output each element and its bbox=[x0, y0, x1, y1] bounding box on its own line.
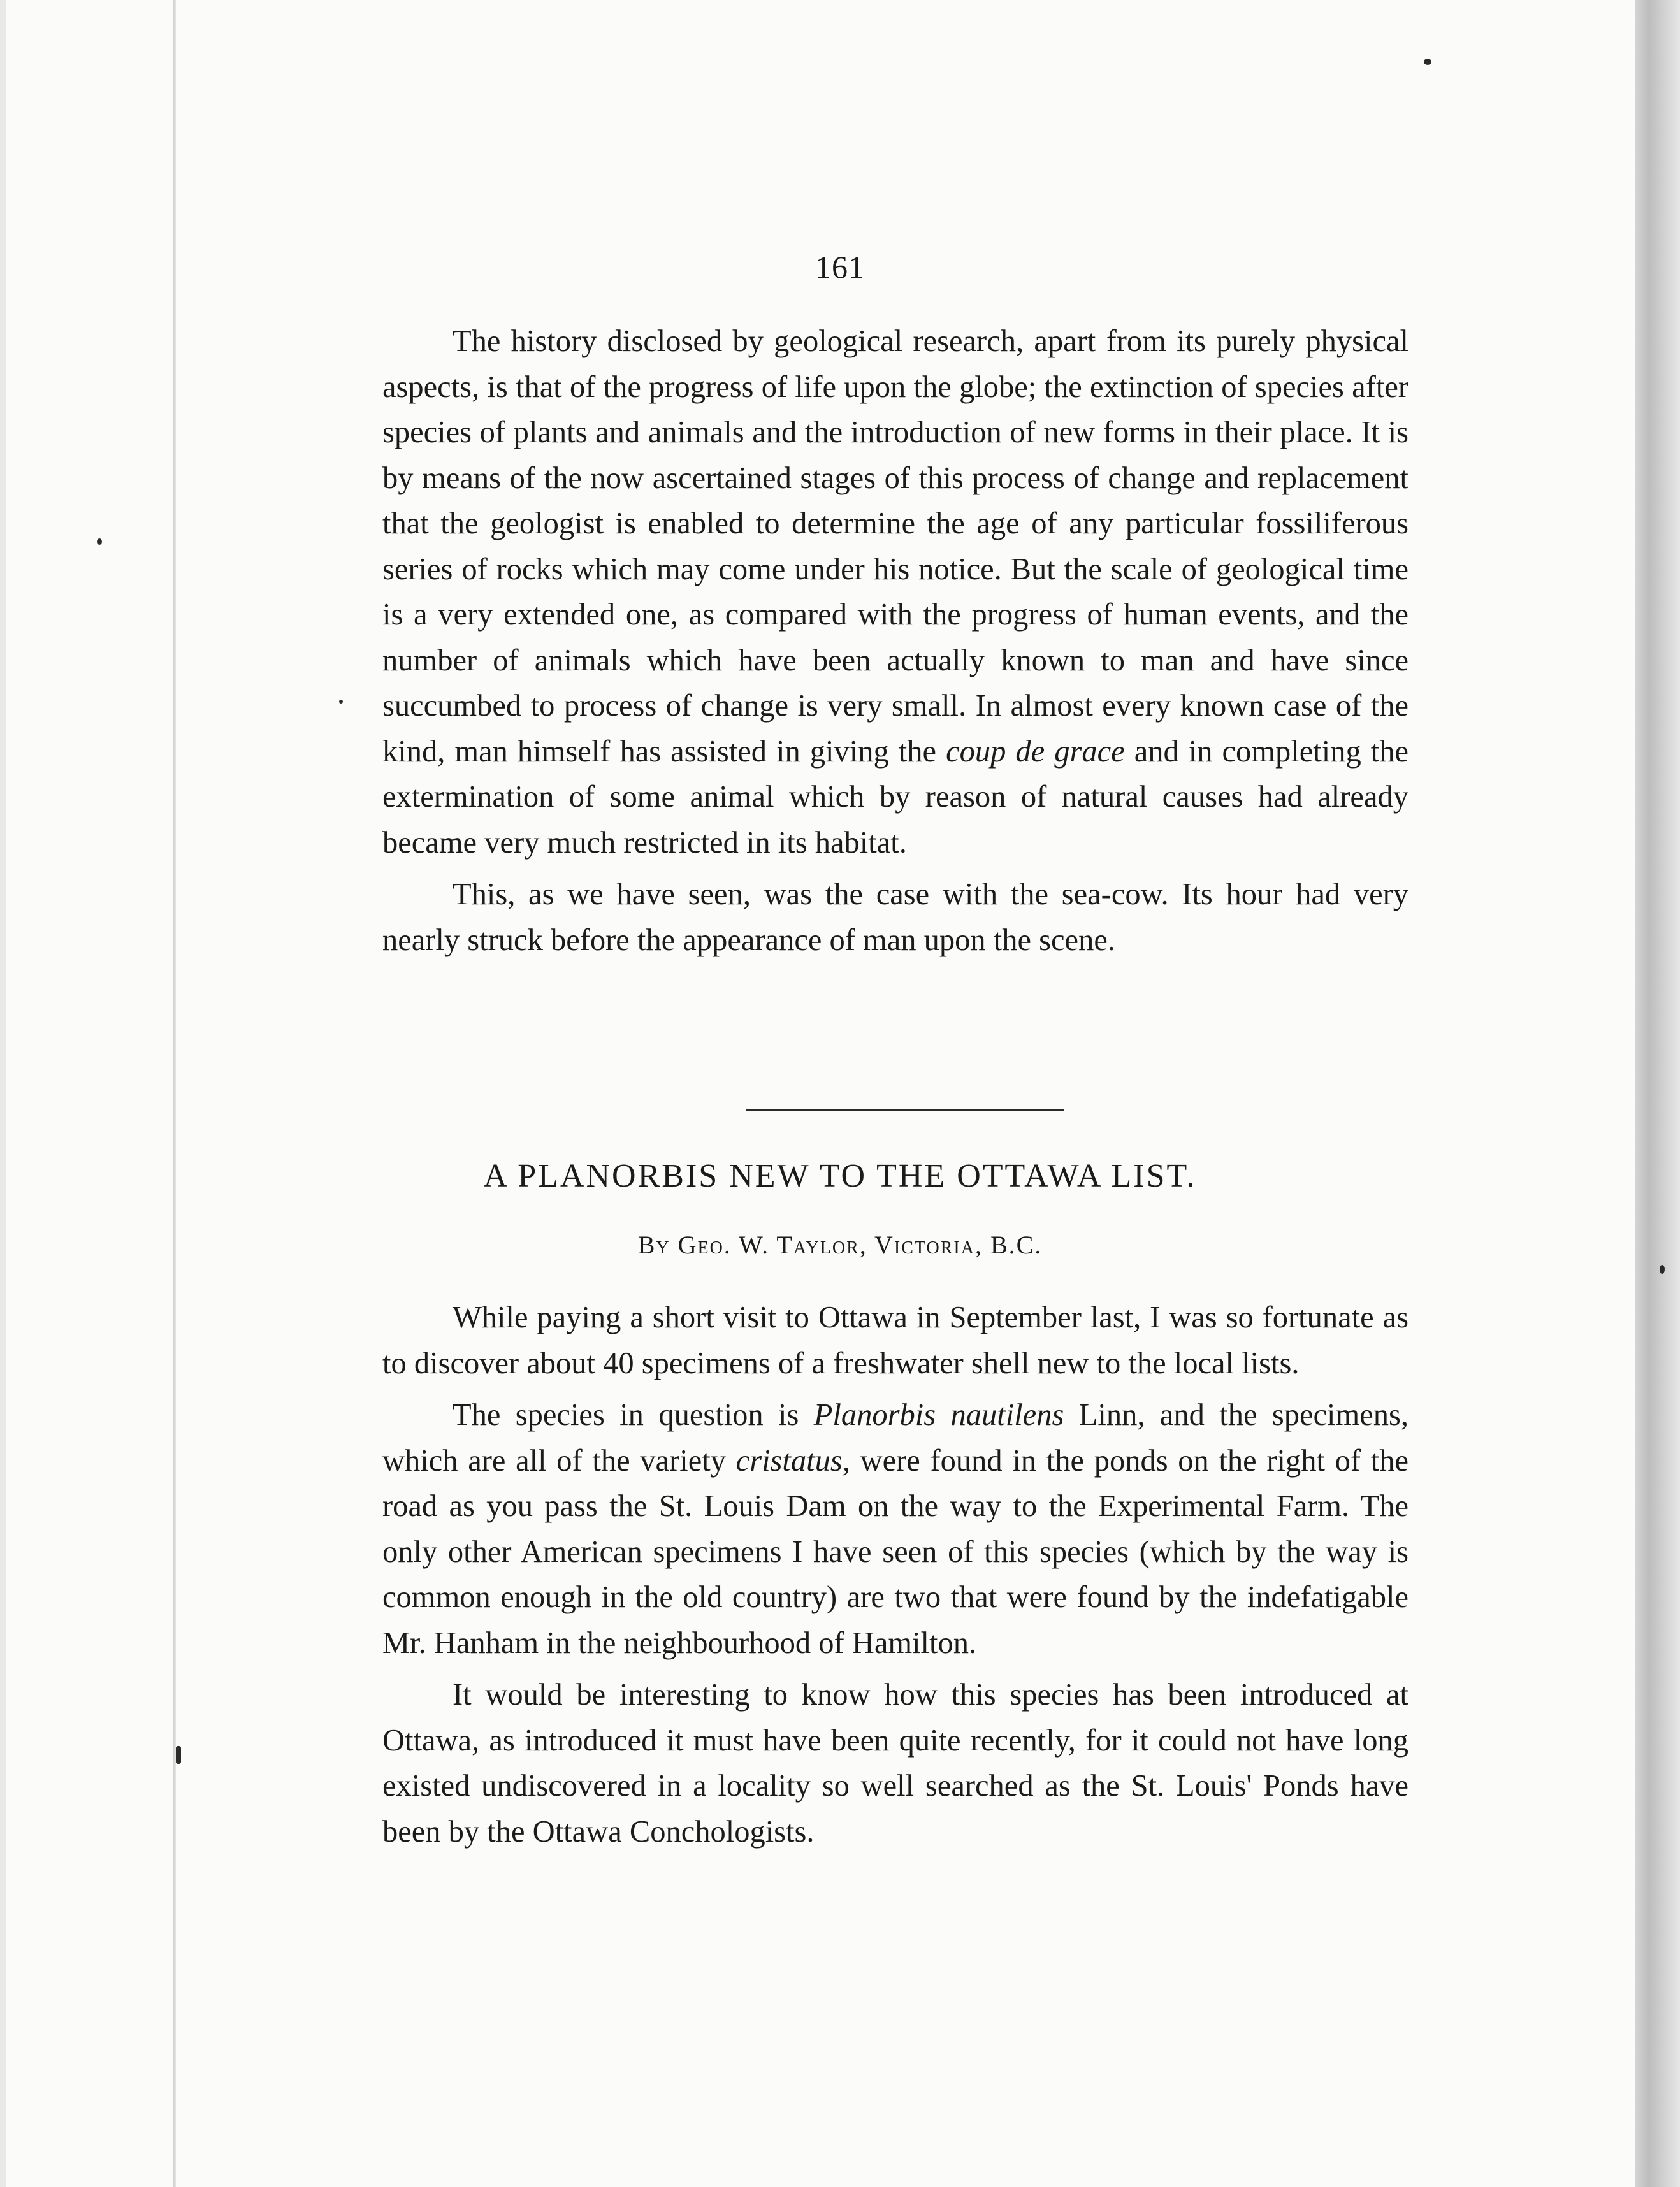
intro-italic-phrase: coup de grace bbox=[946, 734, 1125, 769]
article-paragraph-2-part-a: The species in question is bbox=[453, 1398, 799, 1432]
intro-text-block bbox=[382, 319, 1408, 963]
article-title: A PLANORBIS NEW TO THE OTTAWA LIST. bbox=[483, 1158, 1197, 1194]
intro-paragraph-1-text: The history disclosed by geological research, apart from its purely physical aspects, is that of the progress of life upon the globe; the extinction of species after species of plants and animals and the introduction of new forms in their place. It is by means of the now ascertained stages of this process of change and replacement that the geologist is enabled to determine the age of any particular fossiliferous series of rocks which may come under his notice. But the scale of geological time is a very extended one, as compared with the progress of human events, and the number of animals which have been actually known to man and have since succumbed to process of change is very small. In almost every known case of the kind, man himself has assisted in giving the bbox=[382, 324, 1408, 769]
species-name-italic: Planorbis nautilens bbox=[813, 1398, 1064, 1432]
scan-speck bbox=[1660, 1265, 1665, 1274]
scan-right-edge bbox=[1635, 0, 1680, 2187]
intro-paragraph-1 bbox=[382, 319, 1408, 865]
article-paragraph-2-part-c: were found in the ponds on the right of the road as you pass the St. Louis Dam on the way to the Experimental Farm. The only other American specimens I have seen of this species (which by the way is common enough in the old country) are two that were found by the indefatigable Mr. Hanham in the neighbourhood of Hamilton. bbox=[382, 1443, 1409, 1660]
article-text-block bbox=[382, 1295, 1408, 1854]
intro-paragraph-1-tail: and in completing the extermination of some animal which by reason of natural causes had already became very much restricted in its habitat. bbox=[382, 734, 1409, 860]
scan-speck bbox=[339, 700, 343, 704]
binding-gutter-line bbox=[173, 0, 176, 2187]
variety-name-italic: cristatus, bbox=[735, 1443, 850, 1478]
article-byline: By Geo. W. Taylor, Victoria, B.C. bbox=[637, 1231, 1043, 1259]
intro-paragraph-2: This, as we have seen, was the case with the sea-cow. Its hour had very nearly struck before the appearance of man upon the scene. bbox=[382, 877, 1408, 957]
page-number: 161 bbox=[815, 249, 865, 285]
scan-speck bbox=[1424, 59, 1431, 65]
article-paragraph-2-part-b: Linn, and the specimens, which are all of the variety bbox=[382, 1398, 1409, 1478]
scan-speck bbox=[176, 1746, 181, 1764]
article-paragraph-2 bbox=[382, 1392, 1408, 1666]
article-paragraph-1: While paying a short visit to Ottawa in September last, I was so fortunate as to discover about 40 specimens of a freshwater shell new to the local lists. bbox=[382, 1301, 1408, 1380]
scan-speck bbox=[97, 538, 102, 545]
article-paragraph-3: It would be interesting to know how this species has been introduced at Ottawa, as introduced it must have been quite recently, for it could not have long existed undiscovered in a locality so well searched as the St. Louis' Ponds have been by the Ottawa Conchologists. bbox=[382, 1678, 1408, 1849]
section-divider-rule bbox=[746, 1109, 1064, 1111]
scan-left-edge bbox=[0, 0, 6, 2187]
